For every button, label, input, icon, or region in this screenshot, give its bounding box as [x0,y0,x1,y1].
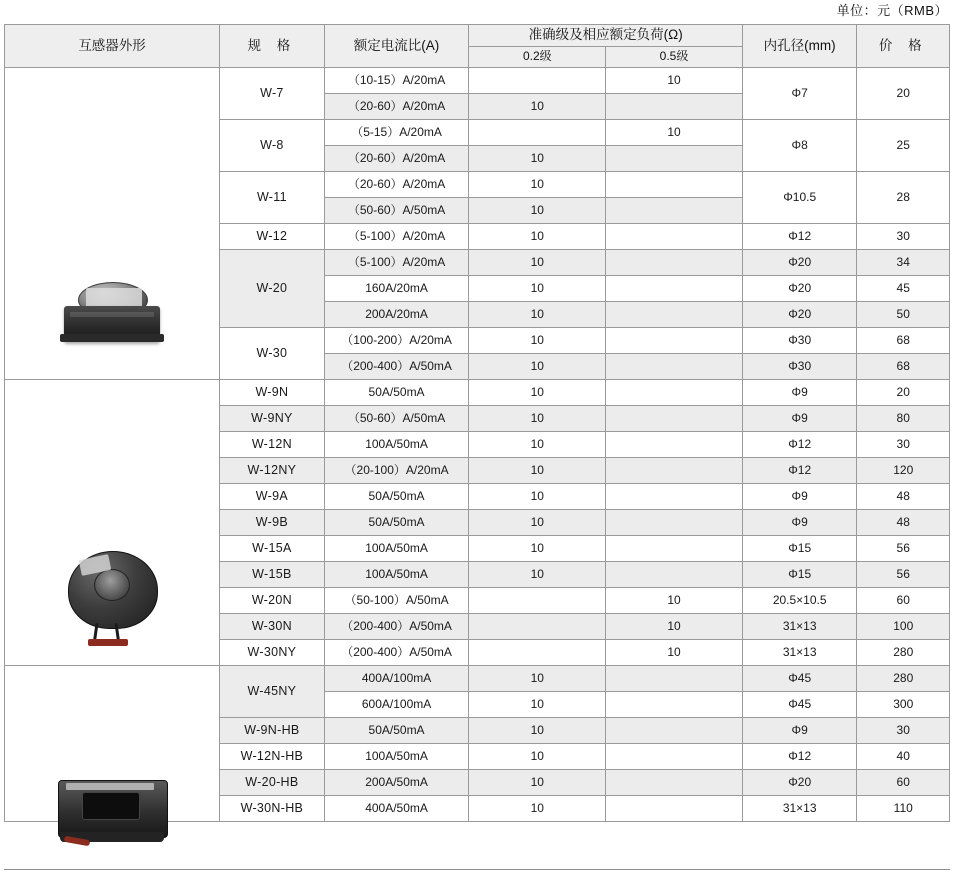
cell-accuracy-02 [469,588,606,614]
cell-current-ratio: （10-15）A/20mA [324,68,469,94]
cell-spec: W-30NY [220,640,325,666]
cell-accuracy-05 [606,302,743,328]
ct-rectangular-photo [5,68,220,380]
cell-accuracy-02: 10 [469,458,606,484]
cell-accuracy-05 [606,198,743,224]
cell-accuracy-05 [606,744,743,770]
cell-current-ratio: 50A/50mA [324,510,469,536]
cell-current-ratio: （100-200）A/20mA [324,328,469,354]
cell-accuracy-02: 10 [469,380,606,406]
cell-accuracy-02: 10 [469,406,606,432]
cell-price: 30 [857,432,950,458]
cell-accuracy-05 [606,328,743,354]
cell-accuracy-05 [606,484,743,510]
cell-accuracy-05: 10 [606,640,743,666]
cell-bore: Φ9 [742,510,857,536]
cell-bore: Φ20 [742,302,857,328]
transformer-price-table [4,24,950,822]
cell-accuracy-02: 10 [469,432,606,458]
cell-current-ratio: （20-60）A/20mA [324,172,469,198]
cell-accuracy-05 [606,380,743,406]
cell-bore: Φ20 [742,250,857,276]
header-shape: 互感器外形 [5,25,220,68]
cell-current-ratio: 160A/20mA [324,276,469,302]
cell-price: 80 [857,406,950,432]
cell-spec: W-8 [220,120,325,172]
cell-accuracy-02: 10 [469,276,606,302]
cell-price: 20 [857,380,950,406]
cell-accuracy-05 [606,718,743,744]
cell-accuracy-05 [606,276,743,302]
cell-accuracy-05 [606,692,743,718]
cell-price: 68 [857,328,950,354]
cell-price: 100 [857,614,950,640]
cell-bore: Φ15 [742,536,857,562]
cell-accuracy-05 [606,562,743,588]
cell-bore: Φ15 [742,562,857,588]
cell-price: 56 [857,562,950,588]
cell-spec: W-12NY [220,458,325,484]
cell-price: 28 [857,172,950,224]
cell-accuracy-05 [606,94,743,120]
cell-spec: W-30N [220,614,325,640]
header-accuracy-group: 准确级及相应额定负荷(Ω) [469,25,742,47]
cell-current-ratio: （20-100）A/20mA [324,458,469,484]
cell-bore: Φ12 [742,744,857,770]
cell-accuracy-05 [606,146,743,172]
cell-accuracy-02: 10 [469,146,606,172]
cell-accuracy-02: 10 [469,224,606,250]
cell-accuracy-05 [606,770,743,796]
header-accuracy-05: 0.5级 [606,46,743,68]
cell-accuracy-02: 10 [469,770,606,796]
cell-accuracy-05 [606,458,743,484]
cell-price: 34 [857,250,950,276]
cell-bore: Φ45 [742,666,857,692]
cell-accuracy-02: 10 [469,354,606,380]
cell-price: 40 [857,744,950,770]
cell-bore: Φ30 [742,354,857,380]
cell-spec: W-15B [220,562,325,588]
cell-current-ratio: （20-60）A/20mA [324,146,469,172]
cell-spec: W-9NY [220,406,325,432]
cell-price: 110 [857,796,950,822]
table-header [5,25,950,68]
cell-price: 280 [857,640,950,666]
cell-bore: 31×13 [742,796,857,822]
unit-note: 单位：元（RMB） [836,3,948,18]
cell-spec: W-20-HB [220,770,325,796]
cell-bore: Φ9 [742,406,857,432]
cell-spec: W-45NY [220,666,325,718]
cell-accuracy-05: 10 [606,588,743,614]
cell-price: 120 [857,458,950,484]
cell-accuracy-02: 10 [469,666,606,692]
cell-bore: Φ45 [742,692,857,718]
cell-accuracy-02: 10 [469,536,606,562]
cell-accuracy-05 [606,666,743,692]
cell-current-ratio: 200A/50mA [324,770,469,796]
cell-price: 20 [857,68,950,120]
cell-accuracy-05 [606,354,743,380]
cell-current-ratio: （50-60）A/50mA [324,406,469,432]
cell-bore: Φ7 [742,68,857,120]
cell-bore: Φ20 [742,770,857,796]
cell-current-ratio: （200-400）A/50mA [324,640,469,666]
cell-accuracy-05 [606,536,743,562]
header-price: 价 格 [857,25,950,68]
cell-price: 68 [857,354,950,380]
cell-accuracy-02: 10 [469,510,606,536]
cell-bore: Φ8 [742,120,857,172]
cell-bore: Φ12 [742,458,857,484]
cell-accuracy-05 [606,510,743,536]
cell-spec: W-20 [220,250,325,328]
cell-bore: 31×13 [742,614,857,640]
ct-split-core-photo [5,666,220,822]
cell-current-ratio: 400A/100mA [324,666,469,692]
cell-accuracy-02: 10 [469,198,606,224]
cell-accuracy-02 [469,68,606,94]
cell-spec: W-15A [220,536,325,562]
cell-bore: 31×13 [742,640,857,666]
cell-accuracy-02: 10 [469,692,606,718]
cell-price: 60 [857,770,950,796]
cell-price: 25 [857,120,950,172]
cell-current-ratio: （5-15）A/20mA [324,120,469,146]
cell-bore: Φ20 [742,276,857,302]
cell-accuracy-05: 10 [606,614,743,640]
cell-current-ratio: 100A/50mA [324,562,469,588]
cell-spec: W-12 [220,224,325,250]
cell-current-ratio: （200-400）A/50mA [324,354,469,380]
cell-accuracy-02: 10 [469,718,606,744]
cell-accuracy-02: 10 [469,172,606,198]
cell-current-ratio: （50-60）A/50mA [324,198,469,224]
table-row [5,666,950,692]
table-row [5,380,950,406]
cell-current-ratio: 50A/50mA [324,718,469,744]
cell-accuracy-05 [606,172,743,198]
cell-spec: W-9A [220,484,325,510]
cell-accuracy-05 [606,432,743,458]
cell-bore: 20.5×10.5 [742,588,857,614]
cell-accuracy-05 [606,250,743,276]
cell-current-ratio: 400A/50mA [324,796,469,822]
cell-bore: Φ12 [742,224,857,250]
cell-accuracy-02 [469,120,606,146]
cell-spec: W-20N [220,588,325,614]
header-spec: 规 格 [220,25,325,68]
cell-current-ratio: 600A/100mA [324,692,469,718]
cell-accuracy-02: 10 [469,328,606,354]
cell-current-ratio: 50A/50mA [324,484,469,510]
cell-current-ratio: 200A/20mA [324,302,469,328]
cell-spec: W-7 [220,68,325,120]
ct-toroidal-photo [5,380,220,666]
table-body [5,68,950,822]
cell-accuracy-05 [606,224,743,250]
bottom-divider [4,869,950,870]
cell-price: 56 [857,536,950,562]
cell-spec: W-9N-HB [220,718,325,744]
cell-accuracy-05 [606,406,743,432]
cell-price: 280 [857,666,950,692]
cell-accuracy-02: 10 [469,744,606,770]
cell-accuracy-02: 10 [469,562,606,588]
header-ratio: 额定电流比(A) [324,25,469,68]
cell-spec: W-12N-HB [220,744,325,770]
cell-price: 48 [857,510,950,536]
cell-price: 45 [857,276,950,302]
cell-price: 50 [857,302,950,328]
cell-price: 30 [857,224,950,250]
cell-price: 30 [857,718,950,744]
cell-bore: Φ12 [742,432,857,458]
cell-spec: W-12N [220,432,325,458]
cell-current-ratio: （5-100）A/20mA [324,250,469,276]
cell-spec: W-9N [220,380,325,406]
cell-price: 300 [857,692,950,718]
header-bore: 内孔径(mm) [742,25,857,68]
cell-bore: Φ9 [742,380,857,406]
cell-accuracy-02: 10 [469,250,606,276]
cell-current-ratio: 100A/50mA [324,744,469,770]
cell-accuracy-05 [606,796,743,822]
cell-spec: W-11 [220,172,325,224]
table-row [5,68,950,94]
cell-spec: W-9B [220,510,325,536]
cell-accuracy-05: 10 [606,68,743,94]
cell-accuracy-02: 10 [469,484,606,510]
cell-current-ratio: （200-400）A/50mA [324,614,469,640]
cell-spec: W-30 [220,328,325,380]
cell-accuracy-02 [469,640,606,666]
cell-accuracy-02 [469,614,606,640]
cell-bore: Φ10.5 [742,172,857,224]
cell-bore: Φ9 [742,484,857,510]
cell-accuracy-02: 10 [469,796,606,822]
cell-current-ratio: 100A/50mA [324,432,469,458]
cell-bore: Φ9 [742,718,857,744]
header-accuracy-02: 0.2级 [469,46,606,68]
cell-current-ratio: （50-100）A/50mA [324,588,469,614]
cell-accuracy-02: 10 [469,302,606,328]
cell-price: 60 [857,588,950,614]
cell-current-ratio: （5-100）A/20mA [324,224,469,250]
cell-accuracy-02: 10 [469,94,606,120]
cell-current-ratio: 100A/50mA [324,536,469,562]
cell-current-ratio: 50A/50mA [324,380,469,406]
cell-accuracy-05: 10 [606,120,743,146]
cell-bore: Φ30 [742,328,857,354]
cell-spec: W-30N-HB [220,796,325,822]
cell-price: 48 [857,484,950,510]
cell-current-ratio: （20-60）A/20mA [324,94,469,120]
